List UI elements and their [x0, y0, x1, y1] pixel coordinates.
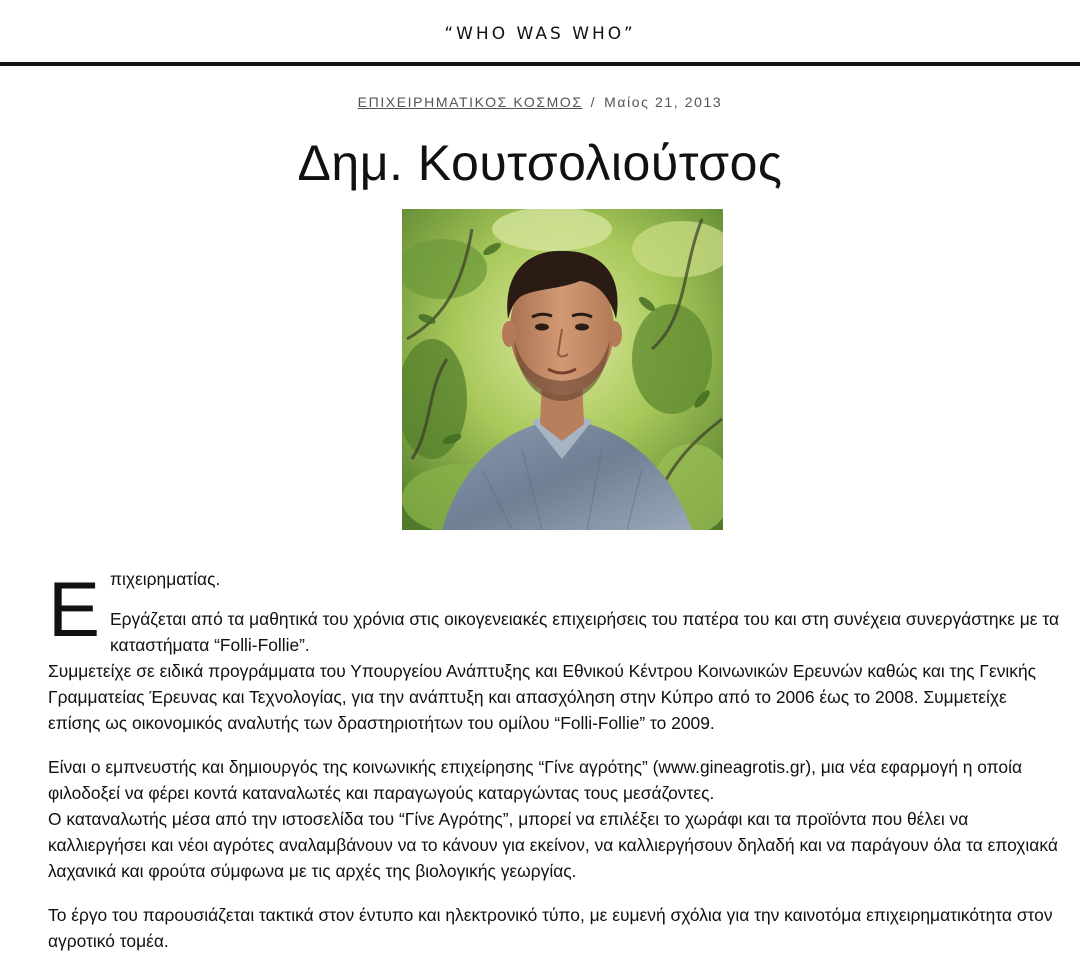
first-line: πιχειρηματίας. [110, 569, 221, 589]
paragraph: Εργάζεται από τα μαθητικά του χρόνια στις οικογενειακές επιχειρήσεις του πατέρα του και στη συνέχεια συνεργάστηκε με τα καταστήματα “Folli-Follie”. [110, 609, 1060, 655]
paragraph: Συμμετείχε σε ειδικά προγράμματα του Υπουργείου Ανάπτυξης και Εθνικού Κέντρου Κοινωνικών Ερευνών καθώς και της Γενικής Γραμματείας Έρευνας και Τεχνολογίας, για την ανάπτυξη και απασχόληση στην Κύπρο από το 2006 έως το 2008. Συμμετείχε επίσης ως οικονομικός αναλυτής των δραστηριοτήτων του ομίλου “Folli-Follie” το 2009. [48, 661, 1037, 733]
article-body [48, 566, 1060, 954]
paragraph: Ο καταναλωτής μέσα από την ιστοσελίδα του “Γίνε Αγρότης”, μπορεί να επιλέξει το χωράφι και τα προϊόντα που θέλει να καλλιεργήσει και νέοι αγρότες αναλαμβάνουν να το κάνουν για εκείνον, να καλλιεργήσουν δηλαδή και να παράγουν όλα τα εποχιακά λαχανικά και φρούτα σύμφωνα με τις αρχές της βιολογικής γεωργίας. [48, 809, 1058, 881]
article-title: Δημ. Κουτσολιούτσος [297, 135, 783, 191]
meta-separator: / [590, 94, 597, 110]
post-meta [0, 94, 1080, 110]
portrait-photo-icon [402, 209, 723, 530]
paragraph: Το έργο του παρουσιάζεται τακτικά στον έντυπο και ηλεκτρονικό τύπο, με ευμενή σχόλια για την καινοτόμα επιχειρηματικότητα στον αγροτικό τομέα. [48, 905, 1053, 951]
portrait-image [402, 209, 723, 530]
paragraph-gap [48, 592, 1060, 606]
site-title[interactable]: “WHO WAS WHO” [444, 24, 636, 44]
paragraph: Είναι ο εμπνευστής και δημιουργός της κοινωνικής επιχείρησης “Γίνε αγρότης” (www.gineagrotis.gr), μια νέα εφαρμογή η οποία φιλοδοξεί να φέρει κοντά καταναλωτές και παραγωγούς καταργώντας τους μεσάζοντες. [48, 757, 1023, 803]
site-header [0, 0, 1080, 66]
post-date: Μαίος 21, 2013 [604, 94, 723, 110]
paragraph-gap [48, 884, 1060, 902]
paragraph-gap [48, 736, 1060, 754]
drop-cap: Ε [48, 565, 101, 653]
category-link[interactable]: ΕΠΙΧΕΙΡΗΜΑΤΙΚΟΣ ΚΟΣΜΟΣ [357, 94, 583, 110]
